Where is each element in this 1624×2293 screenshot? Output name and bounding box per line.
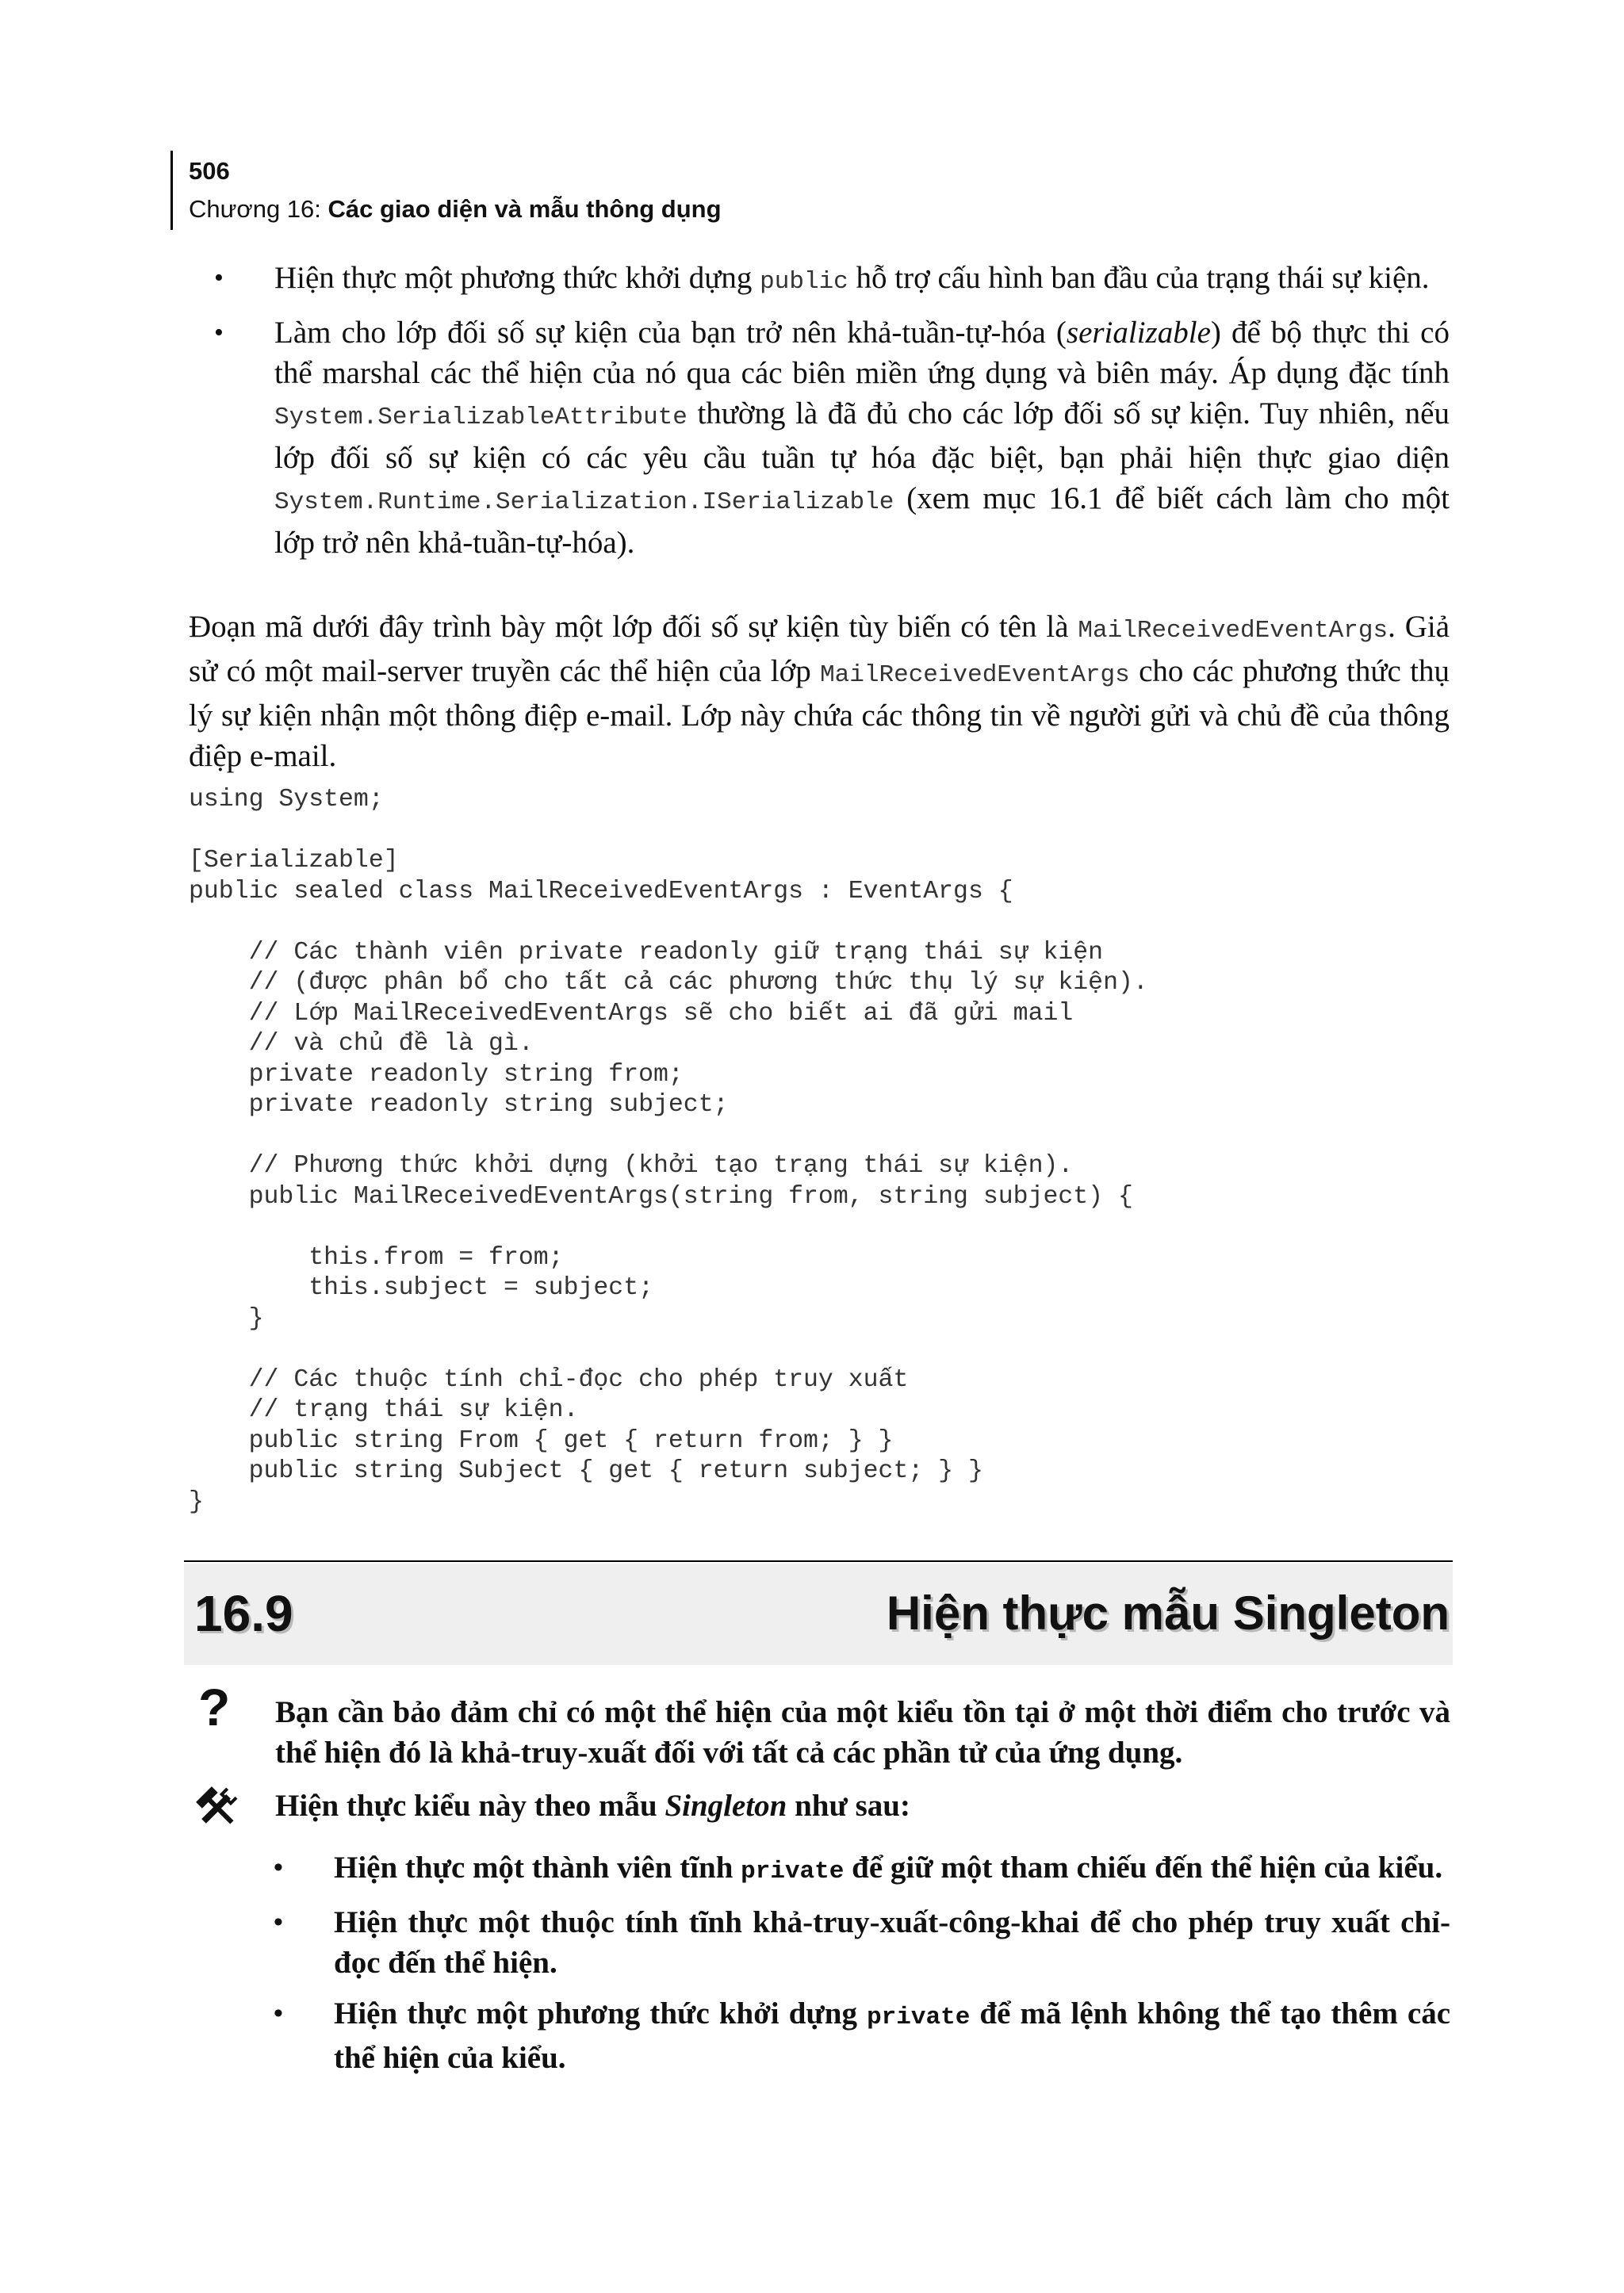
inline-code: System.SerializableAttribute xyxy=(274,404,688,431)
chapter-title: Các giao diện và mẫu thông dụng xyxy=(327,195,722,223)
solution-text: Hiện thực kiểu này theo mẫu xyxy=(275,1789,665,1823)
question-icon: ? xyxy=(198,1678,231,1736)
code-line: this.subject = subject; xyxy=(189,1274,653,1302)
bullet-text: để giữ một tham chiếu đến thể hiện của kiểu. xyxy=(844,1851,1443,1885)
wrench-hammer-icon xyxy=(193,1786,241,1830)
italic-term: Singleton xyxy=(665,1789,787,1823)
code-line: } xyxy=(189,1487,204,1516)
code-line: public sealed class MailReceivedEventArgs : EventArgs { xyxy=(189,877,1013,905)
code-line: // Các thuộc tính chỉ-đọc cho phép truy xuất xyxy=(189,1365,909,1394)
inline-code: private xyxy=(741,1858,845,1885)
inline-code: private xyxy=(867,2004,971,2031)
section-title: Hiện thực mẫu Singleton xyxy=(886,1587,1450,1640)
code-line: public MailReceivedEventArgs(string from, string subject) { xyxy=(189,1182,1133,1211)
code-line: using System; xyxy=(189,786,384,813)
chapter-prefix: Chương 16: xyxy=(189,195,328,223)
code-line: private readonly string subject; xyxy=(189,1091,729,1119)
code-line: [Serializable] xyxy=(189,847,399,875)
bullet-glyph: • xyxy=(214,263,224,293)
code-line: // Phương thức khởi dựng (khởi tạo trạng thái sự kiện). xyxy=(189,1152,1074,1180)
bullet-glyph: • xyxy=(274,1853,283,1882)
list-item xyxy=(248,1847,1450,1892)
bullet-text: thường là đã đủ cho các lớp đối số sự kiện. Tuy nhiên, nếu lớp đối số sự kiện có các yêu cầu tuần tự hóa đặc biệt, bạn phải hiện thực giao diện xyxy=(274,396,1450,475)
bullet-text: Hiện thực một phương thức khởi dựng xyxy=(334,1996,868,2031)
code-line: public string From { get { return from; } } xyxy=(189,1426,894,1455)
code-line: // trạng thái sự kiện. xyxy=(189,1396,579,1424)
bullet-text: Hiện thực một thuộc tính tĩnh khả-truy-xuất-công-khai để cho phép truy xuất chỉ-đọc đến thể hiện. xyxy=(334,1905,1450,1980)
inline-code: public xyxy=(760,268,848,296)
list-item xyxy=(248,1993,1450,2078)
section-number: 16.9 xyxy=(194,1585,293,1642)
code-line: // Các thành viên private readonly giữ trạng thái sự kiện xyxy=(189,938,1104,967)
bullet-text: Làm cho lớp đối số sự kiện của bạn trở nên khả-tuần-tự-hóa ( xyxy=(274,316,1067,350)
paragraph-text: Đoạn mã dưới đây trình bày một lớp đối số sự kiện tùy biến có tên là xyxy=(189,610,1078,644)
code-line: // Lớp MailReceivedEventArgs sẽ cho biết ai đã gửi mail xyxy=(189,999,1074,1028)
italic-term: serializable xyxy=(1066,316,1211,350)
list-item xyxy=(189,312,1450,563)
intro-paragraph xyxy=(189,607,1450,776)
section-divider xyxy=(184,1560,1453,1562)
paragraph-text: . Giả sử có một mail-server truyền các thể hiện của lớp xyxy=(189,610,1450,688)
page-number: 506 xyxy=(189,157,230,185)
list-item xyxy=(189,258,1450,302)
code-line: // (được phân bổ cho tất cả các phương thức thụ lý sự kiện). xyxy=(189,969,1148,997)
paragraph-text: cho các phương thức thụ lý sự kiện nhận một thông điệp e-mail. Lớp này chứa các thông tin về người gửi và chủ đề của thông điệp e-mail. xyxy=(189,654,1450,773)
code-line: this.from = from; xyxy=(189,1243,564,1272)
solution-bullet-list xyxy=(248,1847,1450,2088)
chapter-heading xyxy=(189,193,722,225)
bullet-text: Hiện thực một phương thức khởi dựng xyxy=(274,261,760,295)
problem-statement: Bạn cần bảo đảm chỉ có một thể hiện của một kiểu tồn tại ở một thời điểm cho trước và thể hiện đó là khả-truy-xuất đối với tất cả các phần tử của ứng dụng. xyxy=(275,1695,1450,1770)
inline-code: MailReceivedEventArgs xyxy=(1078,617,1388,645)
solution-text: như sau: xyxy=(787,1789,910,1823)
bullet-glyph: • xyxy=(274,1999,283,2028)
bullet-text: Hiện thực một thành viên tĩnh xyxy=(334,1851,741,1885)
bullet-text: ) để bộ thực thi có thể marshal các thể hiện của nó qua các biên miền ứng dụng và biên máy. Áp dụng đặc tính xyxy=(274,316,1450,390)
top-bullet-list xyxy=(189,258,1450,573)
list-item xyxy=(248,1902,1450,1983)
bullet-text: hỗ trợ cấu hình ban đầu của trạng thái sự kiện. xyxy=(848,261,1430,295)
inline-code: System.Runtime.Serialization.ISerializable xyxy=(274,488,894,516)
solution-statement xyxy=(275,1786,1450,1826)
bullet-glyph: • xyxy=(214,318,224,347)
code-line: // và chủ đề là gì. xyxy=(189,1030,534,1058)
code-line: public string Subject { get { return subject; } } xyxy=(189,1457,983,1485)
header-rule xyxy=(170,151,173,230)
bullet-text: (xem mục 16.1 để biết cách làm cho một lớp trở nên khả-tuần-tự-hóa). xyxy=(274,481,1450,560)
bullet-text: để mã lệnh không thể tạo thêm các thể hiện của kiểu. xyxy=(334,1996,1451,2075)
code-line: private readonly string from; xyxy=(189,1060,684,1089)
inline-code: MailReceivedEventArgs xyxy=(820,661,1130,689)
code-line: } xyxy=(189,1304,264,1333)
code-listing xyxy=(189,785,1148,1518)
bullet-glyph: • xyxy=(274,1908,283,1937)
tools-icon xyxy=(193,1786,241,1830)
